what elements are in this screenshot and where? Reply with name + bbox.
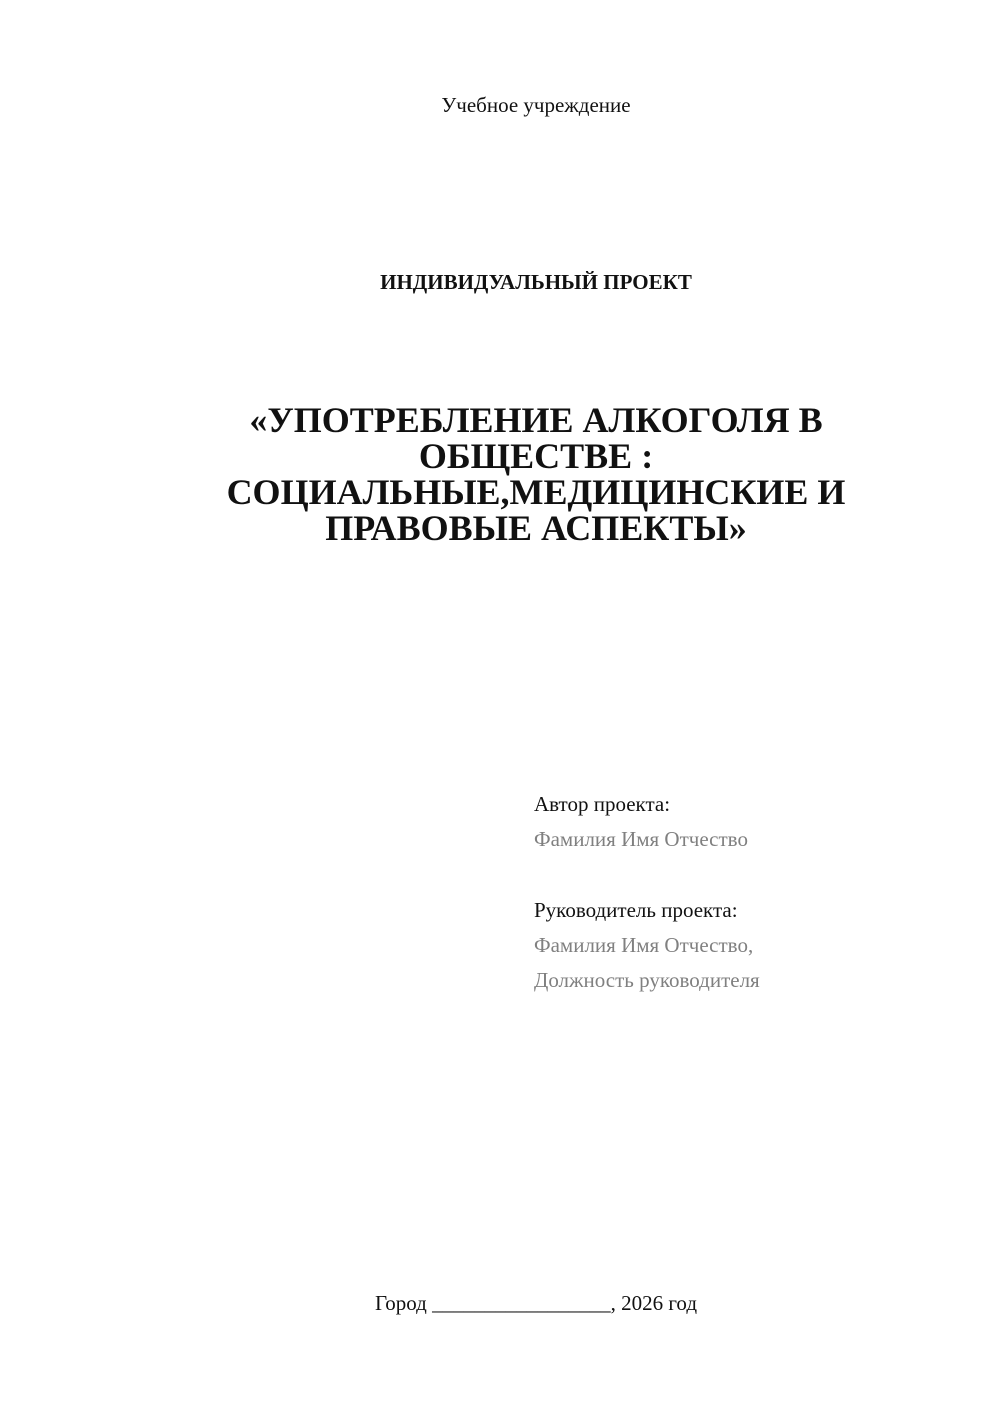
title-line: ОБЩЕСТВЕ : — [418, 436, 654, 476]
author-name: Фамилия Имя Отчество — [534, 827, 748, 851]
title-line: ПРАВОВЫЕ АСПЕКТЫ» — [325, 508, 747, 548]
title-line: «УПОТРЕБЛЕНИЕ АЛКОГОЛЯ В — [249, 400, 823, 440]
author-label: Автор проекта: — [534, 792, 671, 816]
supervisor-label: Руководитель проекта: — [534, 898, 738, 922]
document-title — [140, 402, 932, 546]
supervisor-block — [534, 893, 974, 998]
city-year-line: Город _________________, 2026 год — [374, 1291, 698, 1315]
title-line: СОЦИАЛЬНЫЕ,МЕДИЦИНСКИЕ И — [226, 472, 846, 512]
supervisor-name: Фамилия Имя Отчество, — [534, 933, 754, 957]
supervisor-position: Должность руководителя — [534, 968, 760, 992]
document-type: ИНДИВИДУАЛЬНЫЙ ПРОЕКТ — [380, 270, 692, 294]
institution-name: Учебное учреждение — [441, 93, 631, 117]
author-block — [534, 787, 974, 857]
